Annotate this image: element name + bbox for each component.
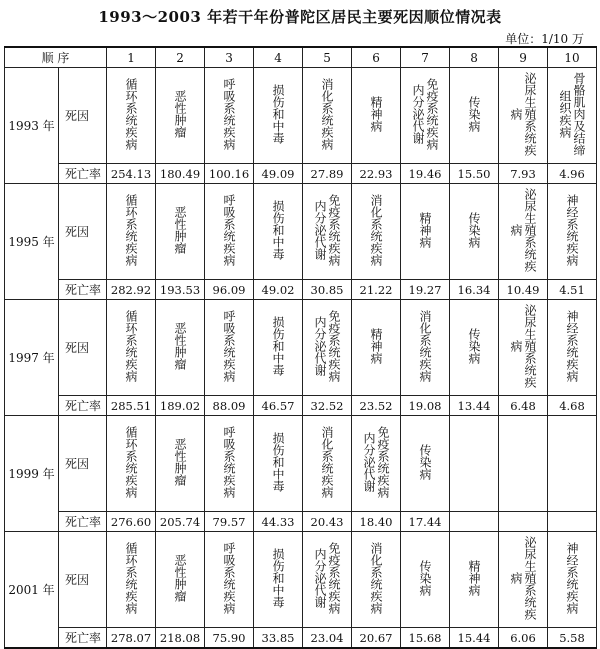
cause-cell xyxy=(205,184,254,280)
rate-cell xyxy=(548,512,597,532)
rank-header: 7 xyxy=(401,47,450,68)
cause-cell xyxy=(205,68,254,164)
rate-cell: 17.44 xyxy=(401,512,450,532)
cause-cell xyxy=(401,184,450,280)
cause-cell xyxy=(548,184,597,280)
cause-label: 死因 xyxy=(59,532,107,628)
cause-text: 免疫系统疾病 内分泌代谢 xyxy=(313,309,342,382)
cause-cell xyxy=(254,300,303,396)
cause-cell xyxy=(548,532,597,628)
rate-cell: 20.67 xyxy=(352,628,401,649)
rate-cell: 180.49 xyxy=(156,164,205,184)
cause-text: 传染病 xyxy=(467,211,482,248)
rate-cell: 278.07 xyxy=(107,628,156,649)
cause-row xyxy=(5,68,597,164)
cause-row xyxy=(5,300,597,396)
rate-cell: 254.13 xyxy=(107,164,156,184)
cause-cell xyxy=(303,68,352,164)
cause-cell xyxy=(401,68,450,164)
rate-cell: 100.16 xyxy=(205,164,254,184)
cause-cell xyxy=(156,68,205,164)
cause-text: 消化系统疾病 xyxy=(320,77,335,150)
cause-cell xyxy=(450,68,499,164)
cause-cell xyxy=(548,300,597,396)
cause-label: 死因 xyxy=(59,300,107,396)
cause-cell xyxy=(107,416,156,512)
rate-cell: 75.90 xyxy=(205,628,254,649)
cause-cell xyxy=(156,300,205,396)
cause-text: 呼吸系统疾病 xyxy=(222,77,237,150)
cause-cell xyxy=(107,300,156,396)
cause-text: 免疫系统疾病 内分泌代谢 xyxy=(362,425,391,498)
cause-label: 死因 xyxy=(59,416,107,512)
cause-text: 恶性肿瘤 xyxy=(173,553,188,602)
cause-cell xyxy=(254,184,303,280)
rank-header: 10 xyxy=(548,47,597,68)
cause-label: 死因 xyxy=(59,184,107,280)
cause-text: 呼吸系统疾病 xyxy=(222,309,237,382)
rate-cell: 16.34 xyxy=(450,280,499,300)
cause-text: 损伤和中毒 xyxy=(271,547,286,608)
cause-cell xyxy=(303,532,352,628)
cause-text: 呼吸系统疾病 xyxy=(222,541,237,614)
cause-text: 恶性肿瘤 xyxy=(173,205,188,254)
cause-cell xyxy=(352,300,401,396)
rate-cell: 218.08 xyxy=(156,628,205,649)
rate-cell: 276.60 xyxy=(107,512,156,532)
cause-cell xyxy=(401,532,450,628)
rank-header: 3 xyxy=(205,47,254,68)
order-header: 顺 序 xyxy=(5,47,107,68)
cause-text: 恶性肿瘤 xyxy=(173,437,188,486)
rank-header: 2 xyxy=(156,47,205,68)
rate-cell: 21.22 xyxy=(352,280,401,300)
cause-cell xyxy=(205,300,254,396)
cause-cell xyxy=(107,532,156,628)
rate-cell: 18.40 xyxy=(352,512,401,532)
rate-cell: 49.09 xyxy=(254,164,303,184)
cause-text: 恶性肿瘤 xyxy=(173,321,188,370)
rate-row xyxy=(5,512,597,532)
cause-text: 损伤和中毒 xyxy=(271,315,286,376)
cause-text: 精神病 xyxy=(418,211,433,248)
cause-cell xyxy=(499,416,548,512)
rate-cell: 15.44 xyxy=(450,628,499,649)
cause-text: 循环系统疾病 xyxy=(124,425,139,498)
rate-cell: 193.53 xyxy=(156,280,205,300)
cause-text: 损伤和中毒 xyxy=(271,83,286,144)
cause-cell xyxy=(352,416,401,512)
rate-cell: 96.09 xyxy=(205,280,254,300)
cause-text: 免疫系统疾病 内分泌代谢 xyxy=(313,541,342,614)
cause-cell xyxy=(401,300,450,396)
rank-header: 4 xyxy=(254,47,303,68)
rate-cell: 285.51 xyxy=(107,396,156,416)
cause-text: 传染病 xyxy=(467,95,482,132)
cause-cell xyxy=(499,300,548,396)
cause-row xyxy=(5,416,597,512)
cause-cell xyxy=(303,300,352,396)
rate-cell: 6.48 xyxy=(499,396,548,416)
rate-row xyxy=(5,164,597,184)
cause-text: 循环系统疾病 xyxy=(124,193,139,266)
cause-text: 免疫系统疾病 内分泌代谢 xyxy=(411,77,440,150)
cause-cell xyxy=(499,184,548,280)
rate-cell: 79.57 xyxy=(205,512,254,532)
cause-text: 消化系统疾病 xyxy=(418,309,433,382)
cause-row xyxy=(5,184,597,280)
cause-text: 循环系统疾病 xyxy=(124,309,139,382)
cause-text: 损伤和中毒 xyxy=(271,431,286,492)
rate-cell: 4.68 xyxy=(548,396,597,416)
cause-cell xyxy=(352,184,401,280)
rate-cell: 15.50 xyxy=(450,164,499,184)
cause-text: 神经系统疾病 xyxy=(565,309,580,382)
rank-header: 1 xyxy=(107,47,156,68)
rate-cell xyxy=(450,512,499,532)
rate-cell: 32.52 xyxy=(303,396,352,416)
rate-row xyxy=(5,396,597,416)
rank-header: 9 xyxy=(499,47,548,68)
header-row xyxy=(5,47,597,68)
rate-cell: 49.02 xyxy=(254,280,303,300)
cause-text: 损伤和中毒 xyxy=(271,199,286,260)
year-cell: 1993 年 xyxy=(5,68,59,184)
cause-cell xyxy=(107,184,156,280)
rate-cell: 22.93 xyxy=(352,164,401,184)
cause-text: 免疫系统疾病 内分泌代谢 xyxy=(313,193,342,266)
cause-text: 精神病 xyxy=(369,95,384,132)
cause-cell xyxy=(303,184,352,280)
cause-text: 呼吸系统疾病 xyxy=(222,425,237,498)
cause-cell xyxy=(254,68,303,164)
cause-cell xyxy=(205,416,254,512)
cause-cell xyxy=(254,532,303,628)
rate-cell: 44.33 xyxy=(254,512,303,532)
rank-header: 5 xyxy=(303,47,352,68)
cause-text: 神经系统疾病 xyxy=(565,193,580,266)
rate-label: 死亡率 xyxy=(59,628,107,649)
table-title: 1993～2003 年若干年份普陀区居民主要死因顺位情况表 xyxy=(98,8,502,26)
rate-cell: 19.46 xyxy=(401,164,450,184)
rate-cell: 4.96 xyxy=(548,164,597,184)
rate-cell: 15.68 xyxy=(401,628,450,649)
rate-row xyxy=(5,280,597,300)
rate-cell: 5.58 xyxy=(548,628,597,649)
rank-header: 6 xyxy=(352,47,401,68)
rate-cell: 33.85 xyxy=(254,628,303,649)
cause-text: 泌尿生殖系统疾病 xyxy=(509,303,538,388)
cause-cell xyxy=(303,416,352,512)
rate-cell: 205.74 xyxy=(156,512,205,532)
cause-cell xyxy=(352,68,401,164)
cause-cell xyxy=(254,416,303,512)
year-cell: 1999 年 xyxy=(5,416,59,532)
cause-text: 传染病 xyxy=(418,559,433,596)
year-cell: 1995 年 xyxy=(5,184,59,300)
year-cell: 2001 年 xyxy=(5,532,59,649)
cause-row xyxy=(5,532,597,628)
cause-cell xyxy=(156,184,205,280)
cause-text: 循环系统疾病 xyxy=(124,77,139,150)
cause-cell xyxy=(450,300,499,396)
cause-cell xyxy=(352,532,401,628)
cause-text: 传染病 xyxy=(418,443,433,480)
cause-text: 恶性肿瘤 xyxy=(173,89,188,138)
cause-cell xyxy=(205,532,254,628)
rate-cell: 30.85 xyxy=(303,280,352,300)
rate-cell xyxy=(499,512,548,532)
cause-text: 泌尿生殖系统疾病 xyxy=(509,187,538,272)
unit-label: 单位：1/10 万 xyxy=(505,32,584,46)
rate-cell: 88.09 xyxy=(205,396,254,416)
cause-text: 传染病 xyxy=(467,327,482,364)
cause-cell xyxy=(450,416,499,512)
cause-text: 骨骼肌肉及结缔组织疾病 xyxy=(558,71,587,156)
rate-cell: 6.06 xyxy=(499,628,548,649)
rate-label: 死亡率 xyxy=(59,512,107,532)
rate-cell: 23.04 xyxy=(303,628,352,649)
rate-cell: 13.44 xyxy=(450,396,499,416)
rate-cell: 23.52 xyxy=(352,396,401,416)
rate-cell: 46.57 xyxy=(254,396,303,416)
cause-text: 神经系统疾病 xyxy=(565,541,580,614)
cause-text: 精神病 xyxy=(369,327,384,364)
cause-cell xyxy=(156,416,205,512)
cause-text: 泌尿生殖系统疾病 xyxy=(509,535,538,620)
cause-cell xyxy=(548,416,597,512)
cause-text: 泌尿生殖系统疾病 xyxy=(509,71,538,156)
cause-text: 呼吸系统疾病 xyxy=(222,193,237,266)
cause-text: 消化系统疾病 xyxy=(320,425,335,498)
cause-cell xyxy=(499,532,548,628)
mortality-table xyxy=(4,46,597,649)
rate-row xyxy=(5,628,597,649)
cause-cell xyxy=(548,68,597,164)
rate-label: 死亡率 xyxy=(59,280,107,300)
rate-cell: 10.49 xyxy=(499,280,548,300)
cause-cell xyxy=(156,532,205,628)
cause-text: 循环系统疾病 xyxy=(124,541,139,614)
rate-cell: 19.08 xyxy=(401,396,450,416)
rate-cell: 19.27 xyxy=(401,280,450,300)
rate-cell: 4.51 xyxy=(548,280,597,300)
rate-label: 死亡率 xyxy=(59,164,107,184)
cause-cell xyxy=(107,68,156,164)
cause-cell xyxy=(499,68,548,164)
rate-cell: 27.89 xyxy=(303,164,352,184)
rate-cell: 7.93 xyxy=(499,164,548,184)
table-body xyxy=(5,68,597,649)
cause-text: 消化系统疾病 xyxy=(369,193,384,266)
cause-text: 精神病 xyxy=(467,559,482,596)
year-cell: 1997 年 xyxy=(5,300,59,416)
rate-label: 死亡率 xyxy=(59,396,107,416)
rate-cell: 282.92 xyxy=(107,280,156,300)
rank-header: 8 xyxy=(450,47,499,68)
cause-label: 死因 xyxy=(59,68,107,164)
cause-cell xyxy=(401,416,450,512)
cause-cell xyxy=(450,184,499,280)
rate-cell: 20.43 xyxy=(303,512,352,532)
cause-text: 消化系统疾病 xyxy=(369,541,384,614)
rate-cell: 189.02 xyxy=(156,396,205,416)
cause-cell xyxy=(450,532,499,628)
